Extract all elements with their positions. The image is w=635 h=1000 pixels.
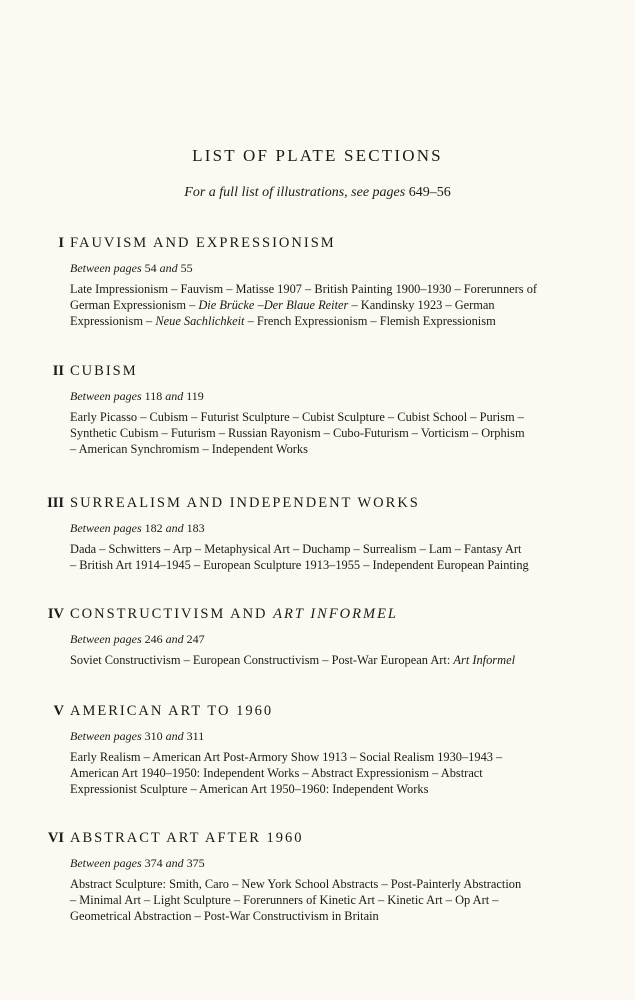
section-numeral: IV bbox=[47, 606, 64, 622]
section-body-line bbox=[70, 892, 570, 908]
between-and: and bbox=[165, 729, 184, 743]
section-numeral: V bbox=[53, 703, 64, 719]
body-text: – Minimal Art – Light Sculpture – Forerunners of Kinetic Art – Kinetic Art – Op Art – bbox=[70, 893, 499, 908]
section-body-line bbox=[70, 425, 570, 441]
section-page-range bbox=[70, 728, 204, 744]
section-body-line bbox=[70, 652, 570, 668]
body-text: Expressionism – bbox=[70, 314, 156, 329]
body-text: – French Expressionism – Flemish Expressionism bbox=[244, 314, 496, 329]
between-to: 375 bbox=[186, 856, 205, 870]
section-body-line bbox=[70, 908, 570, 924]
italic-text: Art Informel bbox=[453, 653, 516, 667]
between-prefix: Between pages bbox=[70, 521, 142, 535]
body-text: – Kandinsky 1923 – German bbox=[348, 298, 495, 313]
section-heading-text: FAUVISM AND EXPRESSIONISM bbox=[70, 235, 336, 251]
section-body bbox=[70, 749, 570, 798]
between-prefix: Between pages bbox=[70, 389, 142, 403]
body-text: – American Synchromism – Independent Works bbox=[70, 442, 308, 457]
section-body-line bbox=[70, 281, 570, 297]
section-heading-text: CUBISM bbox=[70, 363, 138, 379]
section-body-line bbox=[70, 876, 570, 892]
subtitle-pages: 649–56 bbox=[408, 185, 451, 200]
section-body bbox=[70, 409, 570, 458]
subtitle-text: For a full list of illustrations, see pages bbox=[184, 185, 406, 200]
between-prefix: Between pages bbox=[70, 261, 142, 275]
italic-text: Die Brücke –Der Blaue Reiter bbox=[198, 298, 349, 313]
section-body-line bbox=[70, 409, 570, 425]
body-text: Early Realism – American Art Post-Armory Show 1913 – Social Realism 1930–1943 – bbox=[70, 750, 503, 764]
section-numeral: III bbox=[47, 495, 64, 511]
between-from: 54 bbox=[144, 261, 157, 275]
body-text: Expressionist Sculpture – American Art 1950–1960: Independent Works bbox=[70, 782, 429, 797]
between-from: 374 bbox=[144, 856, 163, 870]
section-heading bbox=[70, 494, 420, 512]
section-numeral: I bbox=[58, 235, 64, 251]
between-to: 119 bbox=[186, 389, 204, 403]
between-and: and bbox=[165, 389, 184, 403]
body-text: Abstract Sculpture: Smith, Caro – New York School Abstracts – Post-Painterly Abstraction bbox=[70, 877, 522, 891]
section-body-line bbox=[70, 781, 570, 797]
section-page-range bbox=[70, 520, 205, 536]
section-heading-text: AMERICAN ART TO 1960 bbox=[70, 703, 274, 719]
section-heading bbox=[70, 702, 273, 720]
between-from: 182 bbox=[144, 521, 163, 535]
body-text: German Expressionism – bbox=[70, 298, 199, 313]
body-text: Synthetic Cubism – Futurism – Russian Rayonism – Cubo-Futurism – Vorticism – Orphism bbox=[70, 426, 525, 441]
between-to: 247 bbox=[186, 632, 205, 646]
section-body-line bbox=[70, 441, 570, 457]
body-text: Late Impressionism – Fauvism – Matisse 1907 – British Painting 1900–1930 – Forerunners of bbox=[70, 282, 538, 296]
section-numeral: VI bbox=[47, 830, 64, 846]
section-page-range bbox=[70, 631, 205, 647]
between-prefix: Between pages bbox=[70, 729, 142, 743]
between-from: 310 bbox=[144, 729, 163, 743]
section-heading-text: ABSTRACT ART AFTER 1960 bbox=[70, 830, 304, 846]
section-body-line bbox=[70, 749, 570, 765]
section-body bbox=[70, 541, 570, 573]
section-page-range bbox=[70, 855, 205, 871]
body-text: American Art 1940–1950: Independent Works – Abstract Expressionism – Abstract bbox=[70, 766, 483, 781]
between-and: and bbox=[165, 521, 184, 535]
between-to: 183 bbox=[186, 521, 205, 535]
between-and: and bbox=[165, 632, 184, 646]
section-body-line bbox=[70, 313, 570, 329]
body-text: Early Picasso – Cubism – Futurist Sculpture – Cubist Sculpture – Cubist School – Purism – bbox=[70, 410, 524, 424]
body-text: Geometrical Abstraction – Post-War Constructivism in Britain bbox=[70, 909, 379, 924]
section-body bbox=[70, 652, 570, 668]
section-numeral: II bbox=[52, 363, 64, 379]
between-to: 311 bbox=[186, 729, 205, 743]
section-body-line bbox=[70, 557, 570, 573]
section-heading-text: CONSTRUCTIVISM AND bbox=[70, 606, 268, 622]
between-and: and bbox=[159, 261, 178, 275]
section-page-range bbox=[70, 388, 204, 404]
section-heading-text: SURREALISM AND INDEPENDENT WORKS bbox=[70, 495, 420, 511]
section-body-line bbox=[70, 541, 570, 557]
page-subtitle bbox=[0, 185, 635, 201]
body-text: Dada – Schwitters – Arp – Metaphysical Art – Duchamp – Surrealism – Lam – Fantasy Art bbox=[70, 542, 522, 556]
section-body bbox=[70, 876, 570, 925]
body-text: – British Art 1914–1945 – European Sculpture 1913–1955 – Independent European Painting bbox=[70, 558, 529, 573]
section-heading bbox=[70, 362, 138, 380]
section-page-range bbox=[70, 260, 193, 276]
between-from: 118 bbox=[144, 389, 163, 403]
section-heading bbox=[70, 829, 304, 847]
section-heading-italic: ART INFORMEL bbox=[273, 606, 398, 622]
body-text: Soviet Constructivism – European Constructivism – Post-War European Art: bbox=[70, 653, 454, 667]
between-and: and bbox=[165, 856, 184, 870]
between-prefix: Between pages bbox=[70, 632, 142, 646]
section-heading bbox=[70, 234, 336, 252]
between-from: 246 bbox=[144, 632, 163, 646]
section-body bbox=[70, 281, 570, 330]
between-to: 55 bbox=[180, 261, 193, 275]
section-heading bbox=[70, 605, 398, 623]
italic-text: Neue Sachlichkeit bbox=[155, 314, 245, 329]
section-body-line bbox=[70, 765, 570, 781]
section-body-line bbox=[70, 297, 570, 313]
between-prefix: Between pages bbox=[70, 856, 142, 870]
page-title: LIST OF PLATE SECTIONS bbox=[192, 146, 443, 165]
